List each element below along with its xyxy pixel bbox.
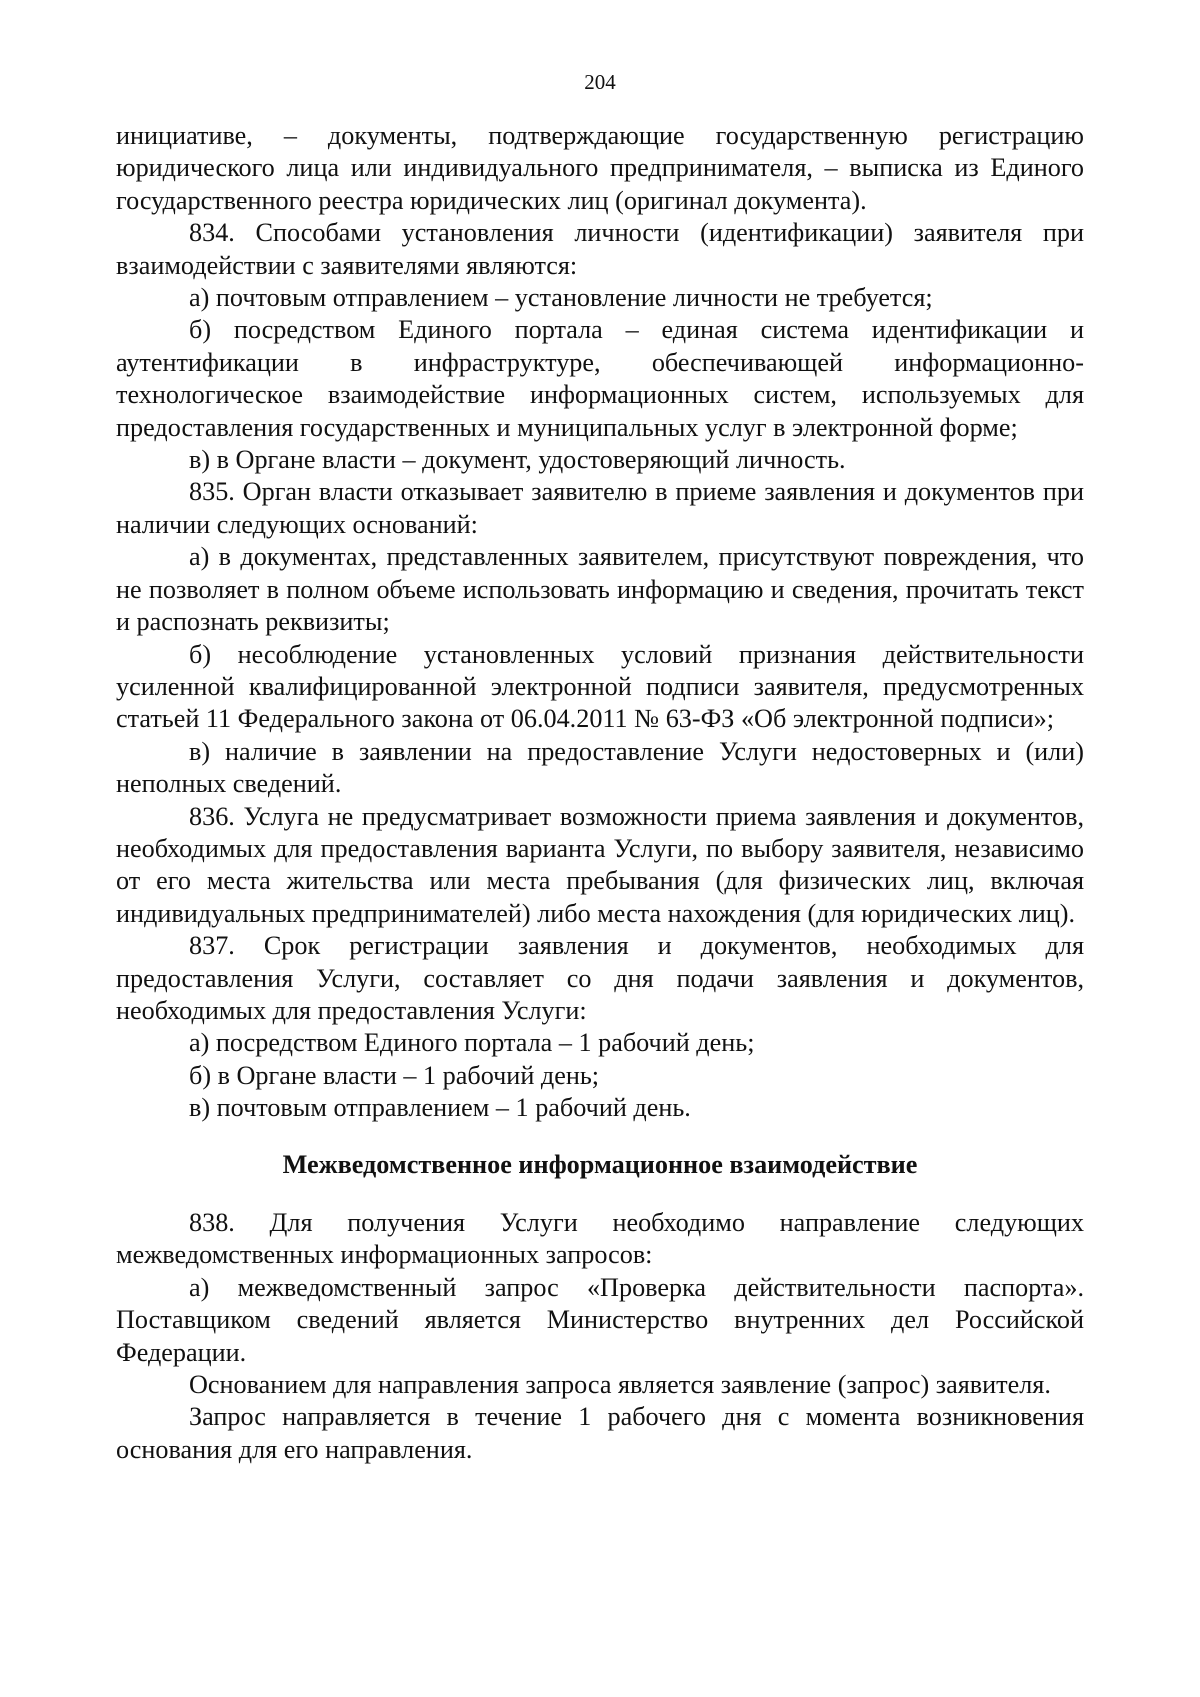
paragraph-835: 835. Орган власти отказывает заявителю в приеме заявления и документов при наличии следующих оснований: [116, 477, 1084, 539]
paragraph-continuation: инициативе, – документы, подтверждающие государственную регистрацию юридического лица или индивидуального предпринимателя, – выписка из Единого государственного реестра юридических лиц (оригинал документа). [116, 121, 1084, 215]
paragraph-834-a: а) почтовым отправлением – установление личности не требуется; [189, 283, 933, 313]
page-number: 204 [584, 70, 616, 94]
document-body [116, 120, 1084, 1466]
paragraph-834-v: в) в Органе власти – документ, удостоверяющий личность. [189, 445, 846, 475]
paragraph-838-a: а) межведомственный запрос «Проверка действительности паспорта». Поставщиком сведений является Министерство внутренних дел Российской Федерации. [116, 1272, 1084, 1367]
paragraph-835-v: в) наличие в заявлении на предоставление Услуги недостоверных и (или) неполных сведений. [116, 736, 1084, 799]
paragraph-837-v: в) почтовым отправлением – 1 рабочий день. [189, 1093, 691, 1123]
section-heading: Межведомственное информационное взаимодействие [282, 1149, 918, 1179]
paragraph-835-a: а) в документах, представленных заявителем, присутствуют повреждения, что не позволяет в полном объеме использовать информацию и сведения, прочитать текст и распознать реквизиты; [116, 542, 1084, 637]
paragraph-834: 834. Способами установления личности (идентификации) заявителя при взаимодействии с заявителями являются: [116, 218, 1084, 280]
paragraph-837-b: б) в Органе власти – 1 рабочий день; [189, 1060, 600, 1090]
paragraph-836: 836. Услуга не предусматривает возможности приема заявления и документов, необходимых для предоставления варианта Услуги, по выбору заявителя, независимо от его места жительства или места пребывания (для физических лиц, включая индивидуальных предпринимателей) либо места нахождения (для юридических лиц). [116, 801, 1084, 928]
paragraph-834-b: б) посредством Единого портала – единая система идентификации и аутентификации в инфраструктуре, обеспечивающей информационно-технологическое взаимодействие информационных систем, используемых для предоставления государственных и муниципальных услуг в электронной форме; [116, 315, 1084, 442]
paragraph-837: 837. Срок регистрации заявления и документов, необходимых для предоставления Услуги, составляет со дня подачи заявления и документов, необходимых для предоставления Услуги: [116, 931, 1084, 1025]
paragraph-838: 838. Для получения Услуги необходимо направление следующих межведомственных информационных запросов: [116, 1208, 1084, 1270]
paragraph-837-a: а) посредством Единого портала – 1 рабочий день; [189, 1028, 755, 1058]
paragraph-basis: Основанием для направления запроса является заявление (запрос) заявителя. [189, 1370, 1051, 1400]
paragraph-request-timing: Запрос направляется в течение 1 рабочего дня с момента возникновения основания для его направления. [116, 1402, 1084, 1464]
paragraph-835-b: б) несоблюдение установленных условий признания действительности усиленной квалифицированной электронной подписи заявителя, предусмотренных статьей 11 Федерального закона от 06.04.2011 № 63-ФЗ «Об электронной подписи»; [116, 639, 1084, 734]
